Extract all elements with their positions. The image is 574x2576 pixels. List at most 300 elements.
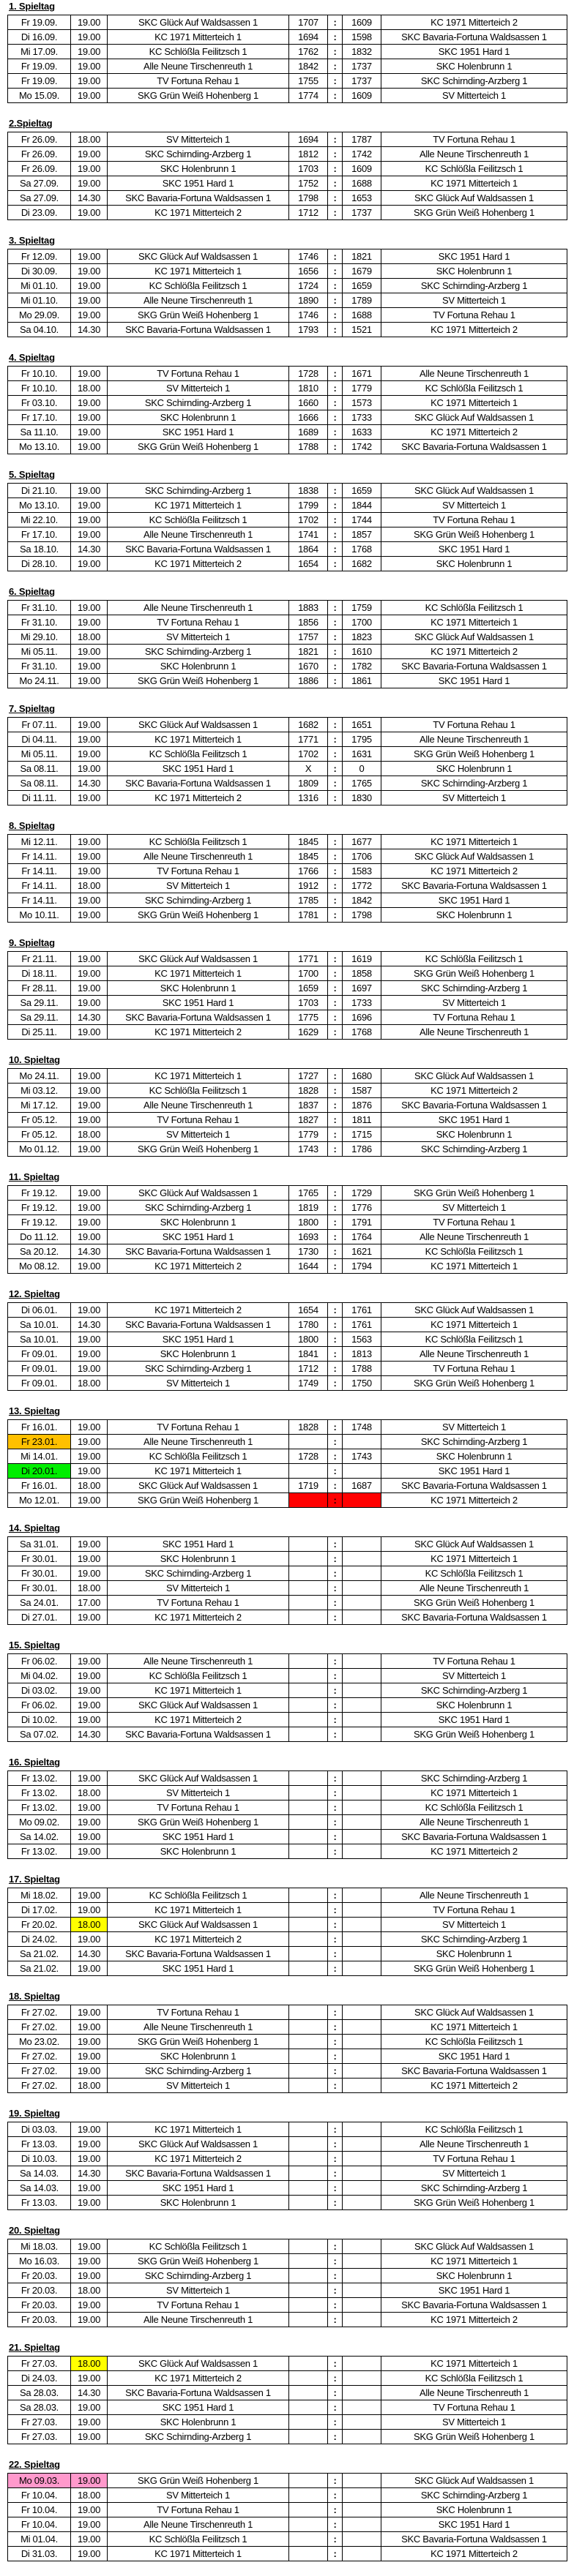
home-score <box>289 2196 328 2210</box>
match-date: Sa 28.03. <box>8 2386 71 2400</box>
away-score <box>343 1552 381 1566</box>
away-team: SKC Holenbrunn 1 <box>381 1449 567 1464</box>
match-date: Mi 17.12. <box>8 1098 71 1113</box>
match-time: 19.00 <box>71 908 108 923</box>
away-team: KC 1971 Mitterteich 1 <box>381 1552 567 1566</box>
home-score <box>289 2064 328 2079</box>
score-separator: : <box>328 176 343 191</box>
score-separator: : <box>328 2400 343 2415</box>
home-team: TV Fortuna Rehau 1 <box>108 864 289 879</box>
match-date: Di 25.11. <box>8 1025 71 1040</box>
match-row <box>8 966 567 981</box>
match-date: Fr 26.09. <box>8 132 71 147</box>
away-score <box>343 2196 381 2210</box>
match-row <box>8 1537 567 1552</box>
match-date: Fr 26.09. <box>8 162 71 176</box>
round-title: 19. Spieltag <box>9 2108 60 2119</box>
match-date: Sa 07.02. <box>8 1727 71 1742</box>
match-time: 19.00 <box>71 2005 108 2020</box>
match-time: 19.00 <box>71 1025 108 1040</box>
score-separator: : <box>328 952 343 966</box>
round-block-7 <box>0 702 574 819</box>
match-row <box>8 1435 567 1449</box>
home-team: KC Schlößla Feilitzsch 1 <box>108 2239 289 2254</box>
away-team: SKC Schirnding-Arzberg 1 <box>381 981 567 996</box>
home-score: 1838 <box>289 484 328 498</box>
away-score: 1794 <box>343 1259 381 1274</box>
home-score: 1654 <box>289 1303 328 1318</box>
score-separator: : <box>328 206 343 220</box>
away-team: SKC Bavaria-Fortuna Waldsassen 1 <box>381 2532 567 2547</box>
away-team: Alle Neune Tirschenreuth 1 <box>381 1581 567 1596</box>
match-date: Di 23.09. <box>8 206 71 220</box>
match-time: 19.00 <box>71 2547 108 2561</box>
home-team: SV Mitterteich 1 <box>108 2079 289 2093</box>
away-team: Alle Neune Tirschenreuth 1 <box>381 1347 567 1362</box>
away-score <box>343 1713 381 1727</box>
away-score <box>343 1815 381 1830</box>
score-separator: : <box>328 1903 343 1918</box>
match-time: 14.30 <box>71 1244 108 1259</box>
match-date: Sa 20.12. <box>8 1244 71 1259</box>
away-score: 1737 <box>343 74 381 89</box>
home-score <box>289 1888 328 1903</box>
match-date: Sa 29.11. <box>8 996 71 1010</box>
away-team: SKG Grün Weiß Hohenberg 1 <box>381 527 567 542</box>
home-score <box>289 2503 328 2517</box>
match-time: 19.00 <box>71 2196 108 2210</box>
match-time: 19.00 <box>71 30 108 45</box>
match-date: Di 04.11. <box>8 732 71 747</box>
match-date: Di 28.10. <box>8 557 71 571</box>
score-separator: : <box>328 410 343 425</box>
round-block-3 <box>0 234 574 351</box>
match-row <box>8 2269 567 2283</box>
home-team: SKC 1951 Hard 1 <box>108 2181 289 2196</box>
match-row <box>8 1713 567 1727</box>
away-score: 1798 <box>343 908 381 923</box>
score-separator: : <box>328 2371 343 2386</box>
home-team: SV Mitterteich 1 <box>108 879 289 893</box>
score-separator: : <box>328 74 343 89</box>
match-row <box>8 1186 567 1201</box>
score-separator: : <box>328 1201 343 1215</box>
away-score <box>343 1464 381 1479</box>
match-time: 19.00 <box>71 1552 108 1566</box>
away-team: SKC Bavaria-Fortuna Waldsassen 1 <box>381 659 567 674</box>
match-row <box>8 45 567 59</box>
match-time: 19.00 <box>71 1362 108 1376</box>
away-team: SKC 1951 Hard 1 <box>381 674 567 688</box>
match-date: Di 06.01. <box>8 1303 71 1318</box>
round-table <box>7 717 567 806</box>
score-separator: : <box>328 762 343 776</box>
match-row <box>8 2020 567 2035</box>
match-row <box>8 1420 567 1435</box>
away-score: 1795 <box>343 732 381 747</box>
home-score: 1755 <box>289 74 328 89</box>
match-date: Sa 08.11. <box>8 762 71 776</box>
home-score <box>289 1727 328 1742</box>
match-time: 19.00 <box>71 893 108 908</box>
match-time: 19.00 <box>71 1186 108 1201</box>
match-row <box>8 1010 567 1025</box>
away-team: SKC 1951 Hard 1 <box>381 893 567 908</box>
away-score <box>343 2122 381 2137</box>
away-score: 1677 <box>343 835 381 849</box>
match-time: 19.00 <box>71 2035 108 2049</box>
match-date: Di 03.02. <box>8 1683 71 1698</box>
away-score <box>343 1654 381 1669</box>
score-separator: : <box>328 1449 343 1464</box>
round-table <box>7 1653 567 1742</box>
home-team: SKC Glück Auf Waldsassen 1 <box>108 249 289 264</box>
round-block-5 <box>0 468 574 585</box>
match-time: 19.00 <box>71 513 108 527</box>
round-title: 2.Spieltag <box>9 118 53 129</box>
home-score <box>289 2474 328 2488</box>
away-team: SKC 1951 Hard 1 <box>381 1113 567 1127</box>
match-date: Fr 27.03. <box>8 2357 71 2371</box>
home-score: 1749 <box>289 1376 328 1391</box>
home-score: 1719 <box>289 1479 328 1493</box>
match-date: Sa 24.01. <box>8 1596 71 1610</box>
round-title: 22. Spieltag <box>9 2459 60 2470</box>
round-title: 11. Spieltag <box>9 1171 60 1182</box>
match-time: 19.00 <box>71 1800 108 1815</box>
match-date: Sa 04.10. <box>8 323 71 337</box>
match-row <box>8 908 567 923</box>
score-separator: : <box>328 542 343 557</box>
away-score: 1680 <box>343 1069 381 1084</box>
match-time: 19.00 <box>71 2049 108 2064</box>
match-time: 19.00 <box>71 1610 108 1625</box>
score-separator: : <box>328 45 343 59</box>
match-date: Fr 05.12. <box>8 1113 71 1127</box>
away-team: KC 1971 Mitterteich 1 <box>381 2020 567 2035</box>
score-separator: : <box>328 2166 343 2181</box>
home-score <box>289 2400 328 2415</box>
match-row <box>8 645 567 659</box>
home-team: KC 1971 Mitterteich 2 <box>108 1259 289 1274</box>
score-separator: : <box>328 1230 343 1244</box>
match-row <box>8 1727 567 1742</box>
away-team: KC 1971 Mitterteich 2 <box>381 425 567 440</box>
away-team: Alle Neune Tirschenreuth 1 <box>381 1888 567 1903</box>
score-separator: : <box>328 1259 343 1274</box>
home-score: 1798 <box>289 191 328 206</box>
away-team: SKC Schirnding-Arzberg 1 <box>381 776 567 791</box>
away-score: 1768 <box>343 542 381 557</box>
home-team: SKC Bavaria-Fortuna Waldsassen 1 <box>108 191 289 206</box>
match-time: 19.00 <box>71 2152 108 2166</box>
away-score: 1659 <box>343 279 381 293</box>
round-table <box>7 1419 567 1508</box>
match-date: Mi 01.10. <box>8 279 71 293</box>
away-team: SKC Schirnding-Arzberg 1 <box>381 2181 567 2196</box>
home-score: 1694 <box>289 132 328 147</box>
away-team: SKC Schirnding-Arzberg 1 <box>381 74 567 89</box>
home-team: SV Mitterteich 1 <box>108 2488 289 2503</box>
away-score: 1609 <box>343 89 381 103</box>
match-time: 19.00 <box>71 615 108 630</box>
home-team: SKC Glück Auf Waldsassen 1 <box>108 718 289 732</box>
home-team: SKC Glück Auf Waldsassen 1 <box>108 1918 289 1932</box>
match-date: Sa 10.01. <box>8 1318 71 1332</box>
away-score: 1573 <box>343 396 381 410</box>
home-score <box>289 2313 328 2327</box>
home-team: KC 1971 Mitterteich 1 <box>108 1903 289 1918</box>
home-score <box>289 1596 328 1610</box>
home-team: SKG Grün Weiß Hohenberg 1 <box>108 908 289 923</box>
away-team: SV Mitterteich 1 <box>381 1201 567 1215</box>
match-date: Fr 21.11. <box>8 952 71 966</box>
home-score: 1702 <box>289 513 328 527</box>
match-time: 19.00 <box>71 2181 108 2196</box>
score-separator: : <box>328 1713 343 1727</box>
home-score: 1819 <box>289 1201 328 1215</box>
home-team: SKG Grün Weiß Hohenberg 1 <box>108 2474 289 2488</box>
away-team: SKC Holenbrunn 1 <box>381 557 567 571</box>
away-score: 1609 <box>343 162 381 176</box>
round-block-2 <box>0 117 574 234</box>
match-date: Di 24.03. <box>8 2371 71 2386</box>
match-time: 18.00 <box>71 1581 108 1596</box>
match-time: 19.00 <box>71 1069 108 1084</box>
match-row <box>8 2400 567 2415</box>
match-date: Di 03.03. <box>8 2122 71 2137</box>
score-separator: : <box>328 132 343 147</box>
match-time: 19.00 <box>71 864 108 879</box>
match-time: 19.00 <box>71 15 108 30</box>
match-date: Mi 01.04. <box>8 2532 71 2547</box>
match-row <box>8 2181 567 2196</box>
away-team: TV Fortuna Rehau 1 <box>381 513 567 527</box>
score-separator: : <box>328 879 343 893</box>
match-row <box>8 1113 567 1127</box>
away-team: SKG Grün Weiß Hohenberg 1 <box>381 1596 567 1610</box>
away-score: 1682 <box>343 557 381 571</box>
home-score <box>289 2137 328 2152</box>
home-score: 1703 <box>289 996 328 1010</box>
home-team: SV Mitterteich 1 <box>108 1127 289 1142</box>
away-team: TV Fortuna Rehau 1 <box>381 1010 567 1025</box>
match-row <box>8 2196 567 2210</box>
match-row <box>8 674 567 688</box>
home-score: 1766 <box>289 864 328 879</box>
away-team: KC 1971 Mitterteich 1 <box>381 1318 567 1332</box>
score-separator: : <box>328 1947 343 1961</box>
away-team: SKG Grün Weiß Hohenberg 1 <box>381 2430 567 2444</box>
match-date: Sa 31.01. <box>8 1537 71 1552</box>
away-team: KC 1971 Mitterteich 2 <box>381 2547 567 2561</box>
away-team: KC Schlößla Feilitzsch 1 <box>381 952 567 966</box>
score-separator: : <box>328 2283 343 2298</box>
away-score <box>343 2079 381 2093</box>
match-date: Fr 10.04. <box>8 2517 71 2532</box>
match-time: 19.00 <box>71 1888 108 1903</box>
round-block-20 <box>0 2224 574 2341</box>
home-team: KC 1971 Mitterteich 2 <box>108 557 289 571</box>
home-team: SKC Schirnding-Arzberg 1 <box>108 147 289 162</box>
round-title: 6. Spieltag <box>9 586 55 597</box>
match-row <box>8 2079 567 2093</box>
away-score <box>343 2035 381 2049</box>
home-team: SKC 1951 Hard 1 <box>108 1537 289 1552</box>
away-score: 1729 <box>343 1186 381 1201</box>
score-separator: : <box>328 2005 343 2020</box>
match-time: 14.30 <box>71 1318 108 1332</box>
round-table <box>7 1185 567 1274</box>
match-time: 19.00 <box>71 1303 108 1318</box>
score-separator: : <box>328 1347 343 1362</box>
home-score <box>289 1844 328 1859</box>
score-separator: : <box>328 1537 343 1552</box>
home-score: 1845 <box>289 835 328 849</box>
away-team: KC 1971 Mitterteich 1 <box>381 615 567 630</box>
match-date: Sa 28.03. <box>8 2400 71 2415</box>
away-team: TV Fortuna Rehau 1 <box>381 1903 567 1918</box>
match-time: 18.00 <box>71 1479 108 1493</box>
match-time: 19.00 <box>71 527 108 542</box>
score-separator: : <box>328 1727 343 1742</box>
home-score <box>289 1464 328 1479</box>
away-score: 1844 <box>343 498 381 513</box>
match-row <box>8 396 567 410</box>
away-score <box>343 2488 381 2503</box>
home-team: Alle Neune Tirschenreuth 1 <box>108 2020 289 2035</box>
away-team: Alle Neune Tirschenreuth 1 <box>381 2386 567 2400</box>
home-team: SKC Glück Auf Waldsassen 1 <box>108 1698 289 1713</box>
score-separator: : <box>328 440 343 454</box>
away-score: 1786 <box>343 1142 381 1157</box>
match-time: 19.00 <box>71 1084 108 1098</box>
round-table <box>7 2356 567 2444</box>
score-separator: : <box>328 1961 343 1976</box>
score-separator: : <box>328 1771 343 1786</box>
match-row <box>8 89 567 103</box>
match-date: Fr 19.09. <box>8 59 71 74</box>
score-separator: : <box>328 776 343 791</box>
match-date: Sa 27.09. <box>8 191 71 206</box>
home-score: 1703 <box>289 162 328 176</box>
away-score <box>343 1566 381 1581</box>
home-team: KC 1971 Mitterteich 1 <box>108 966 289 981</box>
home-score <box>289 2386 328 2400</box>
away-score: 1789 <box>343 293 381 308</box>
home-team: KC Schlößla Feilitzsch 1 <box>108 1888 289 1903</box>
home-team: KC 1971 Mitterteich 1 <box>108 1464 289 1479</box>
round-table <box>7 600 567 688</box>
match-time: 19.00 <box>71 1830 108 1844</box>
score-separator: : <box>328 1113 343 1127</box>
away-score: 1619 <box>343 952 381 966</box>
home-score: 1774 <box>289 89 328 103</box>
home-team: KC Schlößla Feilitzsch 1 <box>108 747 289 762</box>
match-date: Fr 16.01. <box>8 1479 71 1493</box>
away-team: SKC Glück Auf Waldsassen 1 <box>381 630 567 645</box>
match-time: 19.00 <box>71 645 108 659</box>
home-team: SKG Grün Weiß Hohenberg 1 <box>108 674 289 688</box>
match-time: 19.00 <box>71 1230 108 1244</box>
match-date: Mi 04.02. <box>8 1669 71 1683</box>
away-score: 1830 <box>343 791 381 806</box>
away-team: SKC Bavaria-Fortuna Waldsassen 1 <box>381 1098 567 1113</box>
home-score: 1765 <box>289 1186 328 1201</box>
match-time: 19.00 <box>71 732 108 747</box>
away-team: Alle Neune Tirschenreuth 1 <box>381 1815 567 1830</box>
score-separator: : <box>328 1244 343 1259</box>
match-row <box>8 527 567 542</box>
home-score <box>289 2517 328 2532</box>
match-row <box>8 1127 567 1142</box>
away-score: 1764 <box>343 1230 381 1244</box>
away-team: SKC Holenbrunn 1 <box>381 1127 567 1142</box>
home-score <box>289 1918 328 1932</box>
match-date: Sa 21.02. <box>8 1961 71 1976</box>
match-row <box>8 2166 567 2181</box>
match-time: 14.30 <box>71 2166 108 2181</box>
home-team: KC 1971 Mitterteich 2 <box>108 1713 289 1727</box>
home-team: KC 1971 Mitterteich 2 <box>108 1303 289 1318</box>
away-score: 1765 <box>343 776 381 791</box>
match-time: 19.00 <box>71 2430 108 2444</box>
round-block-1 <box>0 0 574 117</box>
away-team: KC Schlößla Feilitzsch 1 <box>381 381 567 396</box>
away-team: SKC Holenbrunn 1 <box>381 2269 567 2283</box>
home-team: KC Schlößla Feilitzsch 1 <box>108 2532 289 2547</box>
match-row <box>8 176 567 191</box>
match-time: 18.00 <box>71 1918 108 1932</box>
home-team: SKC 1951 Hard 1 <box>108 996 289 1010</box>
match-row <box>8 1596 567 1610</box>
score-separator: : <box>328 1566 343 1581</box>
home-team: Alle Neune Tirschenreuth 1 <box>108 849 289 864</box>
match-time: 19.00 <box>71 264 108 279</box>
home-team: SKC Holenbrunn 1 <box>108 1552 289 1566</box>
home-team: SKG Grün Weiß Hohenberg 1 <box>108 2035 289 2049</box>
home-team: SKC Schirnding-Arzberg 1 <box>108 645 289 659</box>
home-score <box>289 1435 328 1449</box>
home-team: KC 1971 Mitterteich 1 <box>108 498 289 513</box>
match-row <box>8 1918 567 1932</box>
away-team: SKC 1951 Hard 1 <box>381 249 567 264</box>
away-team: SKC Bavaria-Fortuna Waldsassen 1 <box>381 1610 567 1625</box>
home-team: TV Fortuna Rehau 1 <box>108 2298 289 2313</box>
match-date: Fr 19.12. <box>8 1201 71 1215</box>
match-row <box>8 367 567 381</box>
away-score: 1761 <box>343 1318 381 1332</box>
match-date: Fr 28.11. <box>8 981 71 996</box>
round-block-19 <box>0 2107 574 2224</box>
match-date: Fr 27.02. <box>8 2049 71 2064</box>
away-team: SKC Glück Auf Waldsassen 1 <box>381 1303 567 1318</box>
round-table <box>7 834 567 923</box>
away-team: TV Fortuna Rehau 1 <box>381 132 567 147</box>
away-team: KC 1971 Mitterteich 1 <box>381 396 567 410</box>
match-date: Mo 15.09. <box>8 89 71 103</box>
away-team: KC 1971 Mitterteich 2 <box>381 1844 567 1859</box>
away-score: 1609 <box>343 15 381 30</box>
match-row <box>8 2064 567 2079</box>
home-team: SKC Holenbrunn 1 <box>108 1844 289 1859</box>
match-row <box>8 1464 567 1479</box>
away-team: SV Mitterteich 1 <box>381 2166 567 2181</box>
away-score <box>343 1844 381 1859</box>
away-score: 1759 <box>343 601 381 615</box>
match-row <box>8 2152 567 2166</box>
score-separator: : <box>328 1698 343 1713</box>
